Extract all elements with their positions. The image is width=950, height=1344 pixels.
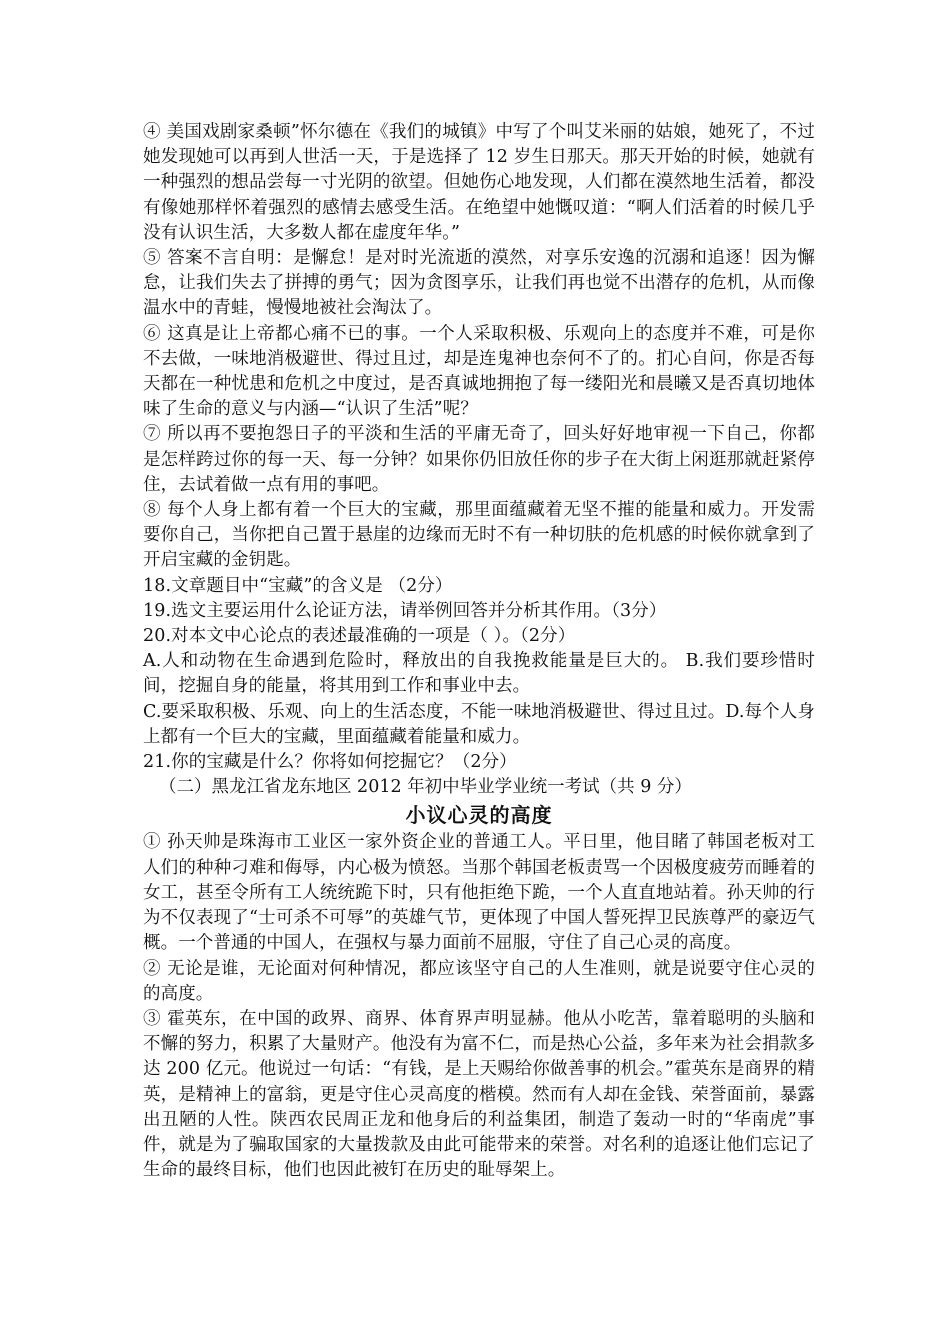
article1-paragraph-6: ⑥ 这真是让上帝都心痛不已的事。一个人采取积极、乐观向上的态度并不难，可是你不去做，一味地消极避世、得过且过，却是连鬼神也奈何不了的。扪心自问，你是否每天都在一种忧患和危机之中度过，是否真诚地拥抱了每一缕阳光和晨曦又是否真切地体味了生命的意义与内涵—“认识了生活”呢？ [143, 323, 815, 420]
article1-paragraph-4: ④ 美国戏剧家桑顿”怀尔德在《我们的城镇》中写了个叫艾米丽的姑娘，她死了，不过她发现她可以再到人世活一天，于是选择了 12 岁生日那天。那天开始的时候，她就有一种强烈的想品尝每一寸光阴的欲望。但她伤心地发现，人们都在漠然地生活着，都没有像她那样怀着强烈的感情去感受生活。在绝望中她慨叹道：“啊人们活着的时候几乎没有认识生活，大多数人都在虚度年华。” [143, 122, 815, 243]
question-18: 18.文章题目中“宝藏”的含义是 （2分） [143, 575, 453, 596]
document-page [143, 120, 815, 1183]
question-20: 20.对本文中心论点的表述最准确的一项是（ ）。（2分） [143, 626, 576, 647]
article1-paragraph-5: ⑤ 答案不言自明：是懈怠！是对时光流逝的漠然，对享乐安逸的沉溺和追逐！因为懈怠，让我们失去了拼搏的勇气；因为贪图享乐，让我们再也觉不出潜存的危机，从而像温水中的青蛙，慢慢地被社会淘汰了。 [143, 248, 815, 319]
question-20-options-ab: A.人和动物在生命遇到危险时，释放出的自我挽救能量是巨大的。 B.我们要珍惜时间，挖掘自身的能量，将其用到工作和事业中去。 [143, 651, 815, 697]
article2-paragraph-1: ① 孙天帅是珠海市工业区一家外资企业的普通工人。平日里，他目睹了韩国老板对工人们的种种刁难和侮辱，内心极为愤怒。当那个韩国老板责骂一个因极度疲劳而睡着的女工，甚至令所有工人统统跪下时，只有他拒绝下跪，一个人直直地站着。孙天帅的行为不仅表现了“士可杀不可辱”的英雄气节，更体现了中国人誓死捍卫民族尊严的豪迈气概。一个普通的中国人，在强权与暴力面前不屈服，守住了自己心灵的高度。 [143, 832, 815, 954]
article1-paragraph-7: ⑦ 所以再不要抱怨日子的平淡和生活的平庸无奇了，回头好好地审视一下自己，你都是怎样跨过你的每一天、每一分钟？如果你仍旧放任你的步子在大街上闲逛那就赶紧停住，去试着做一点有用的事吧。 [143, 424, 815, 495]
question-21: 21.你的宝藏是什么？你将如何挖掘它？（2分） [143, 752, 517, 773]
article1-paragraph-8: ⑧ 每个人身上都有着一个巨大的宝藏，那里面蕴藏着无坚不摧的能量和威力。开发需要你自己，当你把自己置于悬崖的边缘而无时不有一种切肤的危机感的时候你就拿到了开启宝藏的金钥匙。 [143, 500, 815, 571]
article-2-title: 小议心灵的高度 [405, 803, 553, 828]
article2-paragraph-3: ③ 霍英东，在中国的政界、商界、体育界声明显赫。他从小吃苦，靠着聪明的头脑和不懈的努力，积累了大量财产。他没有为富不仁，而是热心公益，多年来为社会捐款多达 200 亿元。他说过一句话：“有钱，是上天赐给你做善事的机会。”霍英东是商界的精英，是精神上的富翁，更是守住心灵高度的楷模。然而有人却在金钱、荣誉面前，暴露出丑陋的人性。陕西农民周正龙和他身后的利益集团，制造了轰动一时的“华南虎”事件，就是为了骗取国家的大量拨款及由此可能带来的荣誉。对名利的追逐让他们忘记了生命的最终目标，他们也因此被钉在历史的耻辱架上。 [143, 1008, 815, 1181]
question-20-options-cd: C.要采取积极、乐观、向上的生活态度，不能一味地消极避世、得过且过。D.每个人身上都有一个巨大的宝藏，里面蕴藏着能量和威力。 [143, 701, 815, 747]
question-19: 19.选文主要运用什么论证方法，请举例回答并分析其作用。（3分） [143, 600, 667, 621]
article2-paragraph-2: ② 无论是谁，无论面对何种情况，都应该坚守自己的人生准则，就是说要守住心灵的的高度。 [143, 958, 815, 1004]
section-2-heading: （二）黑龙江省龙东地区 2012 年初中毕业学业统一考试（共 9 分） [159, 777, 692, 798]
